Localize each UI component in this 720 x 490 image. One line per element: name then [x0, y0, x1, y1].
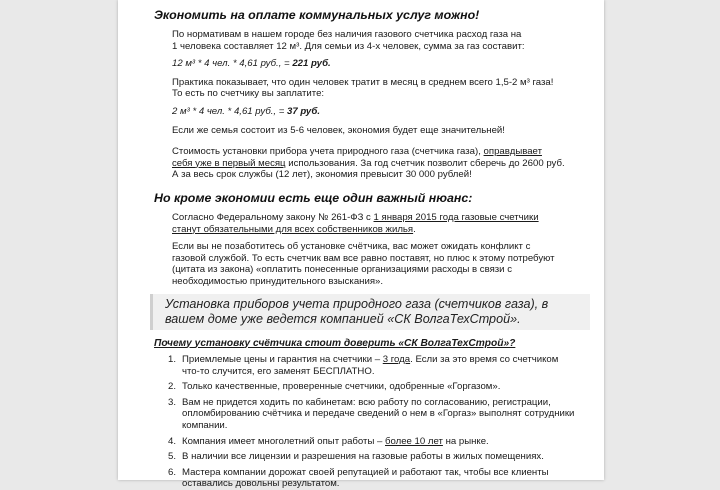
reasons-list — [162, 354, 582, 490]
paragraph-norms — [172, 29, 582, 52]
paragraph-installation-cost — [172, 146, 582, 181]
document-page — [118, 0, 604, 490]
text-line — [172, 158, 582, 170]
paragraph-federal-law — [172, 212, 582, 235]
text-line: необходимостью принудительного взыскания». — [172, 275, 384, 287]
list-item — [162, 381, 582, 393]
list-item — [162, 451, 582, 463]
text-line: Практика показывает, что один человек тратит в месяц в среднем всего 1,5-2 м³ газа! — [172, 76, 554, 88]
text-span: Приемлемые цены и гарантия на счетчики – — [182, 354, 383, 366]
text-line: оставались довольны результатом. — [182, 478, 340, 490]
section-heading-savings: Экономить на оплате коммунальных услуг можно! — [154, 8, 480, 22]
text-line — [172, 224, 582, 236]
text-line: То есть по счетчику вы заплатите: — [172, 88, 325, 100]
text-line: опломбированию счётчика и передаче сведений о нем в «Горгаз» выполнят сотрудники компании. — [182, 408, 575, 432]
text-line: Только качественные, проверенные счетчики, одобренные «Горгазом». — [182, 381, 501, 393]
formula-with-meter — [172, 106, 582, 118]
underlined-text: себя уже в первый месяц — [172, 157, 286, 169]
text-span: . — [413, 223, 416, 235]
list-item — [162, 397, 582, 432]
list-item — [162, 354, 582, 377]
why-heading: Почему установку счётчика стоит доверить «СК ВолгаТехСтрой»? — [154, 337, 516, 349]
list-number: 4. — [168, 435, 177, 447]
text-line: Если вы не позаботитесь об установке счётчика, вас может ожидать конфликт с — [172, 241, 531, 253]
text-span: Компания имеет многолетний опыт работы – — [182, 435, 385, 447]
formula-without-meter — [172, 58, 582, 70]
text-line: В наличии все лицензии и разрешения на газовые работы в жилых помещениях. — [182, 451, 544, 463]
text-span: . Если за это время со счетчиком — [410, 354, 559, 366]
formula-expression: 2 м³ * 4 чел. * 4,61 руб., = — [172, 105, 287, 117]
list-number: 2. — [168, 381, 177, 393]
text-span: использования. За год счетчик позволит сберечь до 2600 руб. — [285, 157, 565, 169]
formula-result: 37 руб. — [286, 105, 320, 117]
text-span: Согласно Федеральному закону № 261-ФЗ с — [172, 211, 374, 223]
list-number: 5. — [168, 451, 177, 463]
section-heading-nuance: Но кроме экономии есть еще один важный нюанс: — [154, 190, 473, 205]
text-line: А за весь срок службы (12 лет), экономия превысит 30 000 рублей! — [172, 169, 472, 181]
list-number: 3. — [168, 396, 177, 408]
banner-line: Установка приборов учета природного газа (счетчиков газа), в — [165, 296, 549, 311]
underlined-text: оправдывает — [483, 146, 542, 158]
document-content — [118, 0, 604, 490]
underlined-text: станут обязательными для всех собственников жилья — [172, 223, 414, 235]
formula-expression: 12 м³ * 4 чел. * 4,61 руб., = — [172, 58, 293, 70]
text-line: (цитата из закона) «оплатить понесенные организациями расходы в связи с — [172, 264, 512, 276]
paragraph-conflict — [172, 241, 582, 287]
text-line: газовой службой. То есть счетчик вам все равно поставят, но плюс к этому потребуют — [172, 252, 555, 264]
list-number: 6. — [168, 466, 177, 478]
formula-result: 221 руб. — [292, 58, 331, 70]
paragraph-practice — [172, 77, 582, 100]
underlined-text: 1 января 2015 года газовые счетчики — [373, 211, 539, 223]
text-line: Вам не придется ходить по кабинетам: всю работу по согласованию, регистрации, — [182, 396, 551, 408]
list-item — [162, 436, 582, 448]
text-line: По нормативам в нашем городе без наличия газового счетчика расход газа на — [172, 29, 522, 40]
text-line: что-то случится, его заменят БЕСПЛАТНО. — [182, 365, 375, 377]
underlined-text: 3 года — [382, 354, 411, 366]
text-line: 1 человека составляет 12 м³. Для семьи из 4-х человек, сумма за газ составит: — [172, 40, 525, 52]
text-line — [172, 146, 582, 158]
text-span: на рынке. — [442, 435, 489, 447]
highlight-banner — [150, 294, 590, 330]
paragraph-large-family: Если же семья состоит из 5-6 человек, экономия будет еще значительней! — [172, 124, 505, 136]
list-number: 1. — [168, 354, 177, 366]
banner-line: вашем доме уже ведется компанией «СК ВолгаТехСтрой». — [165, 311, 521, 326]
text-line: Мастера компании дорожат своей репутацией и работают так, чтобы все клиенты — [182, 466, 549, 478]
list-item — [162, 467, 582, 490]
text-span: Стоимость установки прибора учета природного газа (счетчика газа), — [172, 146, 484, 158]
underlined-text: более 10 лет — [385, 435, 443, 447]
text-line — [172, 212, 582, 224]
